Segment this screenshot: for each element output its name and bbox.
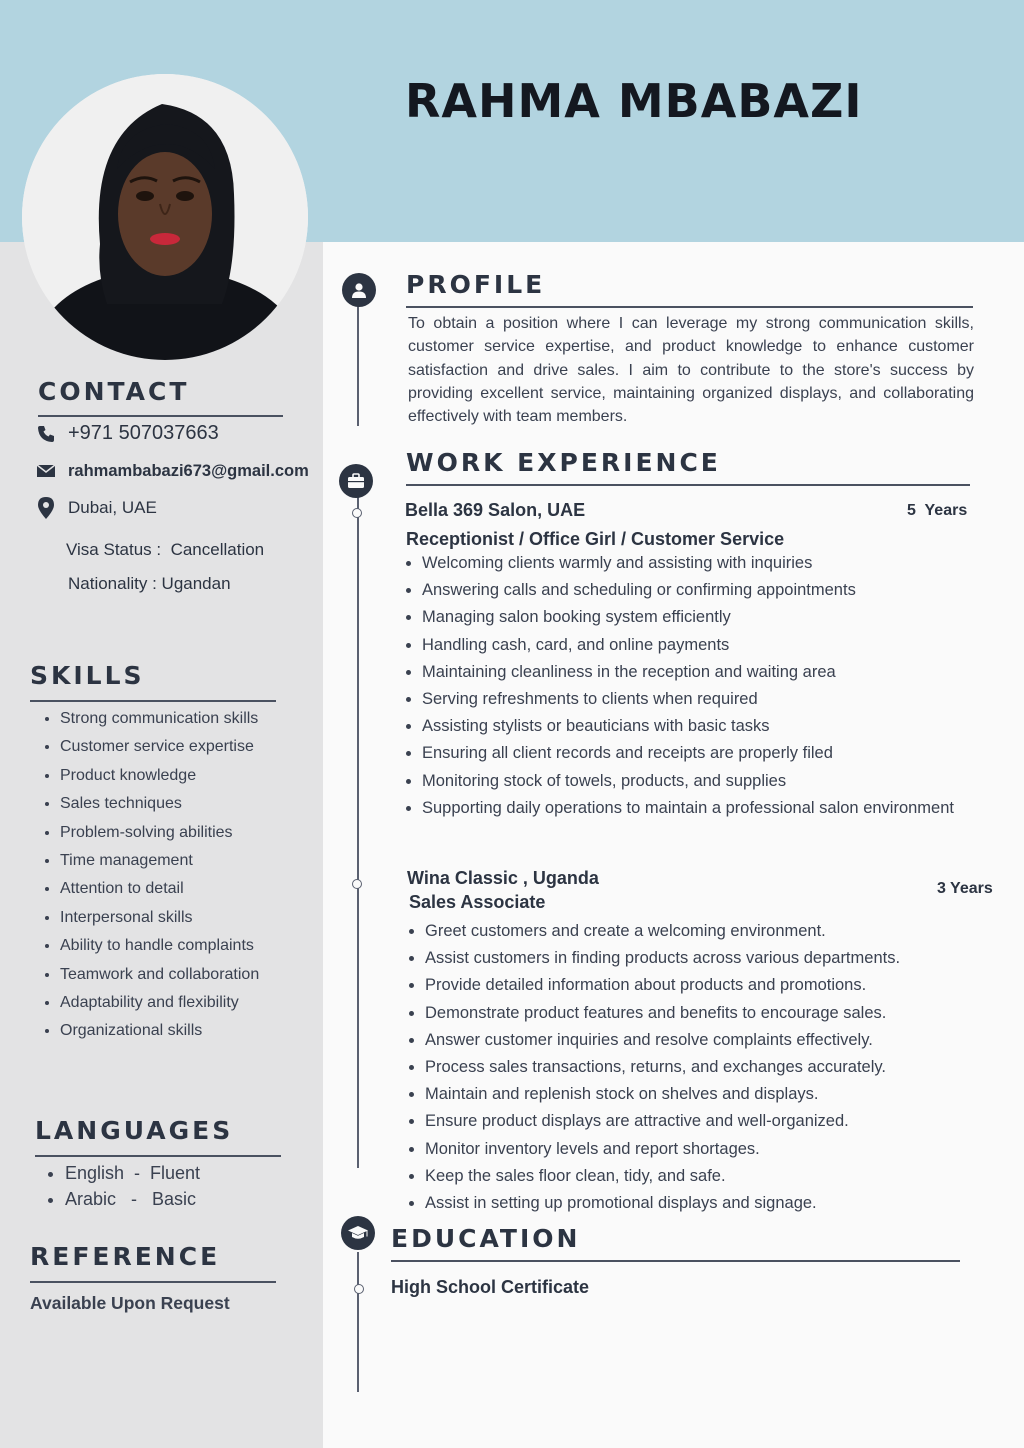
work-experience-title: WORK EXPERIENCE (406, 448, 721, 477)
languages-divider (35, 1155, 281, 1157)
duty-item: • Assist customers in finding products across various departments. (425, 945, 900, 972)
duty-item: • Provide detailed information about products and promotions. (425, 972, 900, 999)
skill-item: • Teamwork and collaboration (60, 961, 259, 989)
duty-item: • Managing salon booking system efficiently (422, 604, 954, 631)
email-row (36, 461, 309, 481)
duty-item: • Supporting daily operations to maintain a professional salon environment (422, 795, 954, 822)
reference-title: REFERENCE (30, 1242, 221, 1271)
skills-list (38, 705, 259, 1046)
skill-item: • Problem-solving abilities (60, 819, 259, 847)
profile-photo (22, 74, 308, 360)
skill-item: • Time management (60, 847, 259, 875)
job-1-company: Bella 369 Salon, UAE (405, 500, 586, 520)
education-item: High School Certificate (391, 1277, 590, 1297)
contact-divider (38, 415, 283, 417)
job-2-duration: 3 Years (937, 880, 993, 897)
skill-item: • Interpersonal skills (60, 904, 259, 932)
briefcase-icon (339, 464, 373, 498)
languages-title: LANGUAGES (35, 1116, 234, 1145)
education-title: EDUCATION (391, 1224, 581, 1253)
timeline-line-work (357, 494, 359, 1168)
languages-list (43, 1160, 200, 1212)
duty-item: • Answering calls and scheduling or confirming appointments (422, 577, 954, 604)
skill-item: • Organizational skills (60, 1017, 259, 1045)
location-pin-icon (36, 498, 56, 518)
duty-item: • Monitoring stock of towels, products, and supplies (422, 768, 954, 795)
profile-divider (406, 306, 973, 308)
job-2-company: Wina Classic , Uganda (407, 868, 599, 888)
nationality: Nationality : Ugandan (68, 574, 231, 593)
location-text: Dubai, UAE (68, 498, 157, 517)
visa-status: Visa Status : Cancellation (66, 540, 265, 559)
reference-divider (30, 1281, 276, 1283)
duty-item: • Demonstrate product features and benefits to encourage sales. (425, 1000, 900, 1027)
duty-item: • Maintain and replenish stock on shelves and displays. (425, 1081, 900, 1108)
email-text[interactable]: rahmambabazi673@gmail.com (68, 461, 309, 480)
reference-text: Available Upon Request (30, 1293, 230, 1313)
duty-item: • Process sales transactions, returns, and exchanges accurately. (425, 1054, 900, 1081)
duty-item: • Handling cash, card, and online payments (422, 632, 954, 659)
skills-divider (30, 700, 276, 702)
skill-item: • Customer service expertise (60, 733, 259, 761)
duty-item: • Maintaining cleanliness in the reception and waiting area (422, 659, 954, 686)
timeline-dot-education (354, 1284, 364, 1294)
duty-item: • Ensuring all client records and receipts are properly filed (422, 740, 954, 767)
skill-item: • Ability to handle complaints (60, 932, 259, 960)
language-item: • Arabic - Basic (65, 1186, 200, 1212)
skill-item: • Product knowledge (60, 762, 259, 790)
duty-item: • Answer customer inquiries and resolve complaints effectively. (425, 1027, 900, 1054)
candidate-name: RAHMA MBABAZI (405, 74, 863, 128)
job-2-role: Sales Associate (409, 892, 546, 912)
job-1-duties (400, 550, 954, 822)
work-divider (406, 484, 970, 486)
profile-summary: To obtain a position where I can leverage my strong communication skills, customer service expertise, and product knowledge to enhance customer satisfaction and drive sales. I aim to contribute to the store's success by providing excellent service, maintaining organized displays, and collaborating effectively with team members. (408, 315, 974, 426)
location-row (36, 498, 157, 518)
skill-item: • Adaptability and flexibility (60, 989, 259, 1017)
user-icon (342, 273, 376, 307)
duty-item: • Ensure product displays are attractive and well-organized. (425, 1108, 900, 1135)
job-1-role: Receptionist / Office Girl / Customer Service (406, 529, 785, 549)
duty-item: • Monitor inventory levels and report shortages. (425, 1136, 900, 1163)
duty-item: • Keep the sales floor clean, tidy, and safe. (425, 1163, 900, 1190)
skill-item: • Attention to detail (60, 875, 259, 903)
phone-row (36, 422, 219, 445)
job-1-duration: 5 Years (907, 502, 968, 519)
duty-item: • Serving refreshments to clients when required (422, 686, 954, 713)
timeline-dot-job-1 (352, 508, 362, 518)
contact-title: CONTACT (38, 377, 190, 406)
mail-icon (36, 461, 56, 481)
skills-title: SKILLS (30, 661, 145, 690)
job-2-duties (403, 918, 900, 1217)
phone-text[interactable]: +971 507037663 (68, 422, 219, 444)
timeline-line-education (357, 1252, 359, 1392)
duty-item: • Welcoming clients warmly and assisting with inquiries (422, 550, 954, 577)
duty-item: • Greet customers and create a welcoming environment. (425, 918, 900, 945)
timeline-line-profile (357, 300, 359, 426)
skill-item: • Sales techniques (60, 790, 259, 818)
graduation-cap-icon (341, 1216, 375, 1250)
education-divider (391, 1260, 960, 1262)
profile-title: PROFILE (406, 270, 546, 299)
timeline-dot-job-2 (352, 879, 362, 889)
phone-icon (36, 424, 56, 444)
language-item: • English - Fluent (65, 1160, 200, 1186)
skill-item: • Strong communication skills (60, 705, 259, 733)
duty-item: • Assisting stylists or beauticians with basic tasks (422, 713, 954, 740)
duty-item: • Assist in setting up promotional displays and signage. (425, 1190, 900, 1217)
